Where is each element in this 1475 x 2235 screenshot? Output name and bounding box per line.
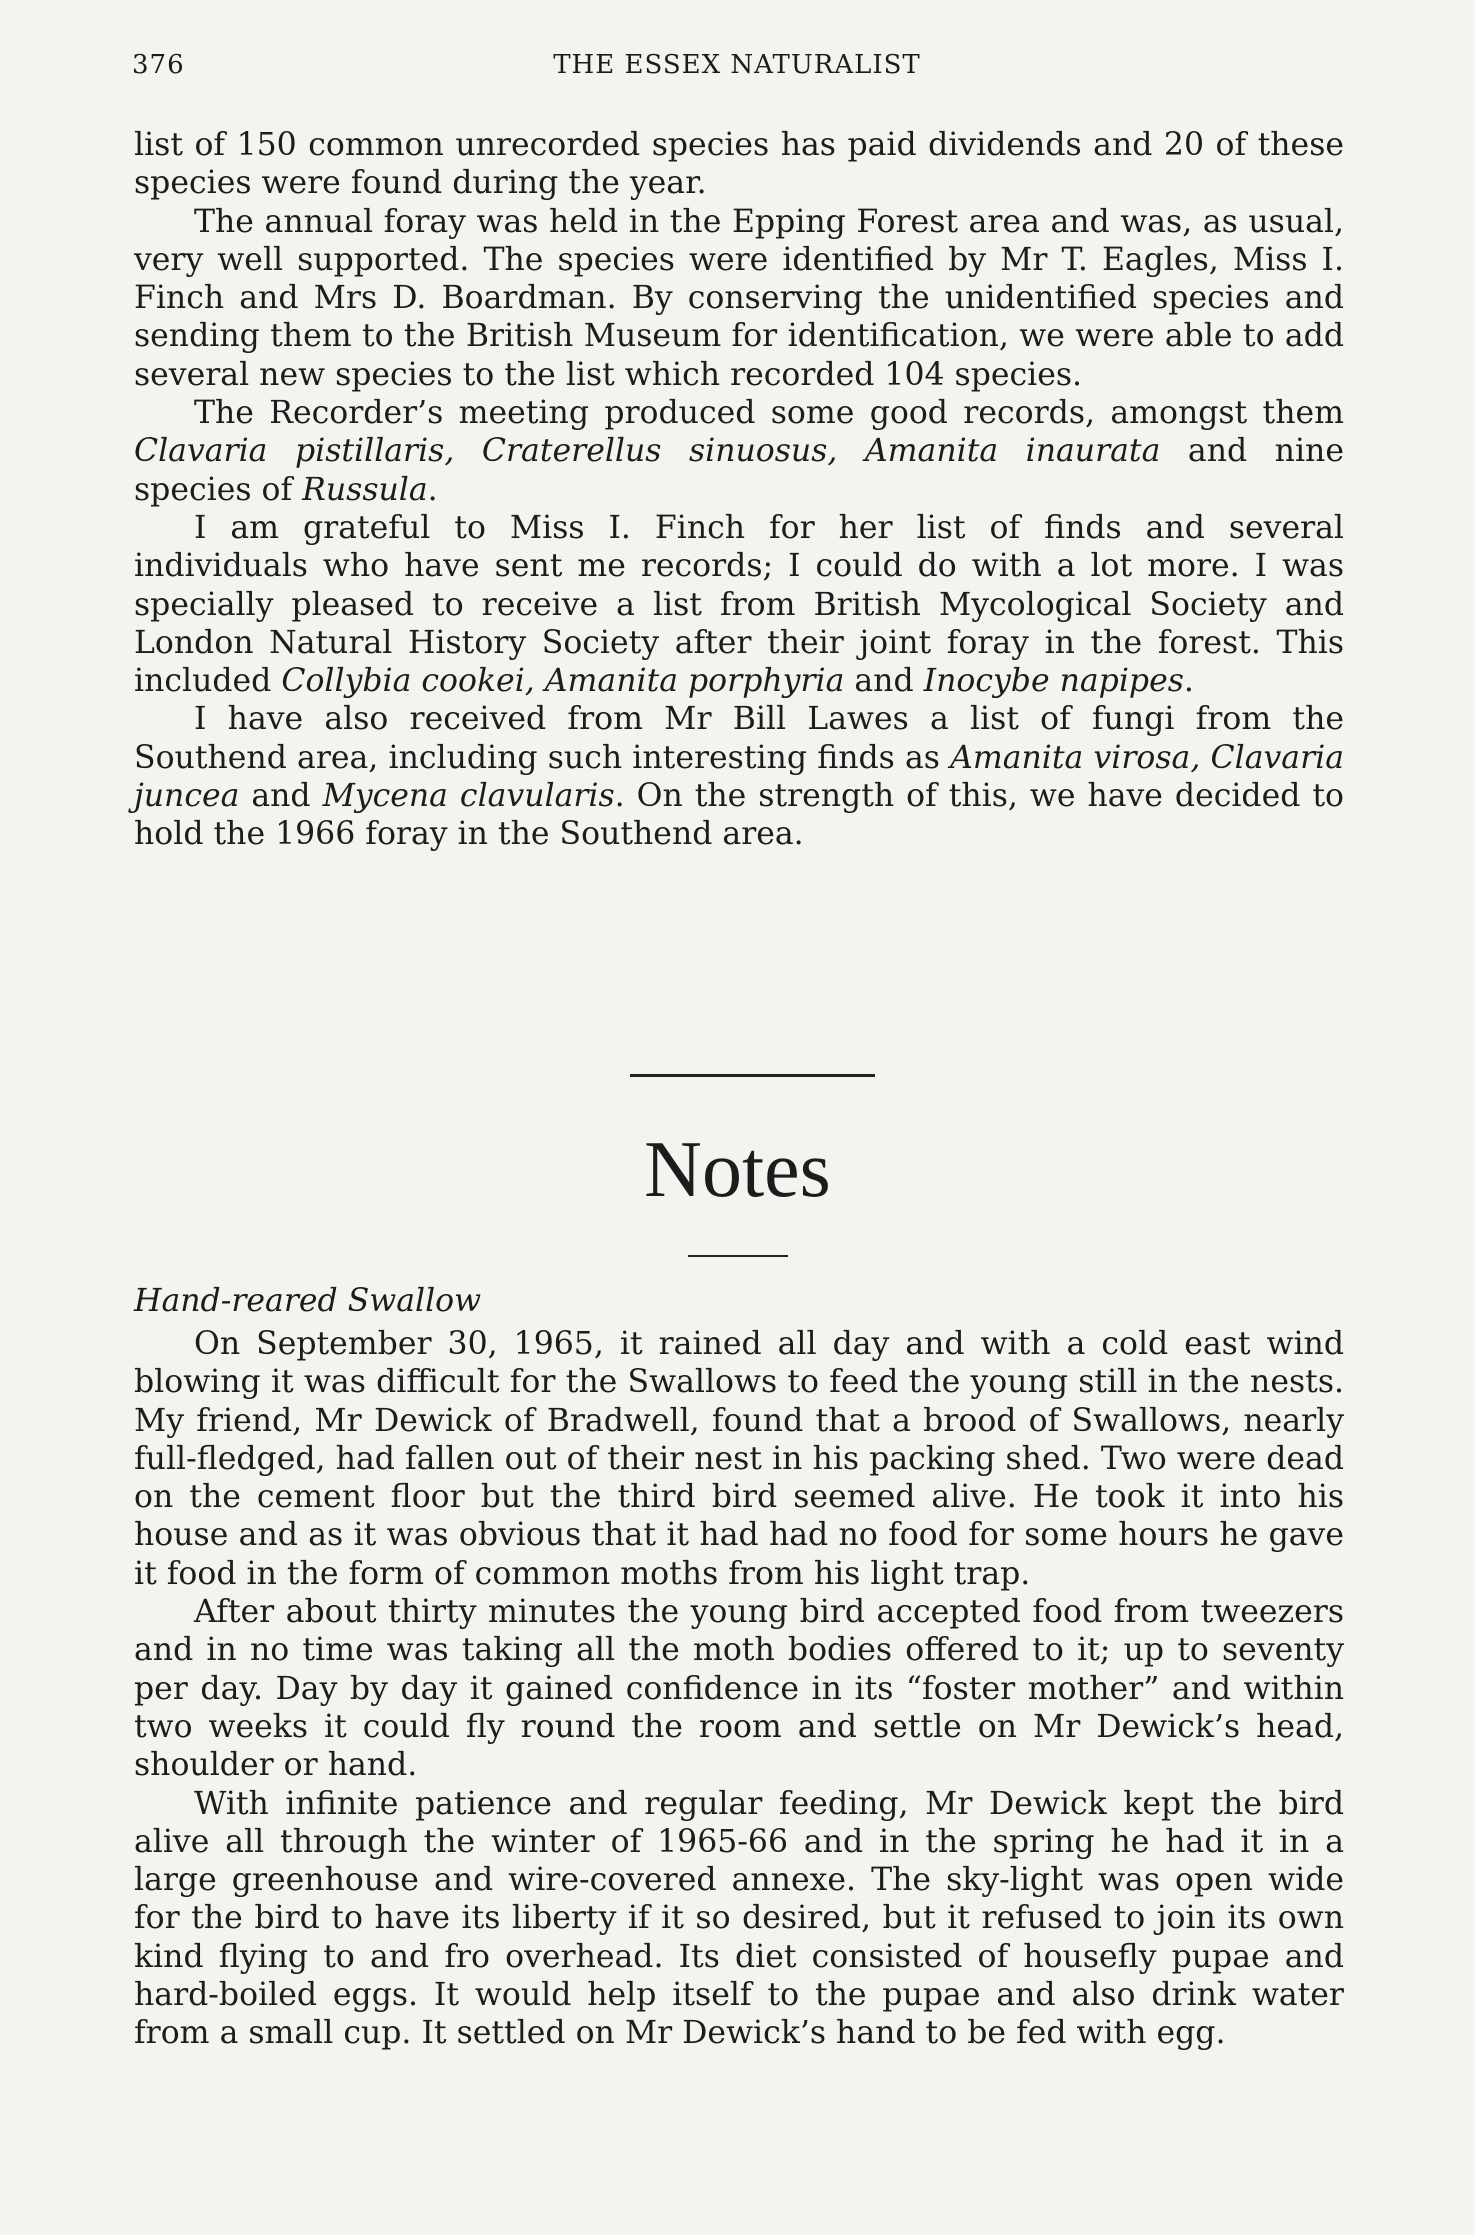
section-divider-rule	[630, 1074, 875, 1077]
running-header	[132, 50, 1342, 90]
fungi-report-continuation	[134, 126, 1344, 854]
swallow-paragraph-1: On September 30, 1965, it rained all day and with a cold east wind blowing it was difficult for the Swallows to feed the young still in the nests. My friend, Mr Dewick of Bradwell, found that a brood of Swallows, nearly full-fledged, had fallen out of their nest in his packing shed. Two were dead on the cement floor but the third bird seemed alive. He took it into his house and as it was obvious that it had had no food for some hours he gave it food in the form of common moths from his light trap.	[134, 1326, 1344, 1592]
paragraph-4-text-c: and	[844, 663, 924, 700]
paragraph-2: The annual foray was held in the Epping Forest area and was, as usual, very well supported. The species were identified by Mr T. Eagles, Miss I. Finch and Mrs D. Boardman. By conserving the unidentified species and sending them to the British Museum for identification, we were able to add several new species to the list which recorded 104 species.	[134, 203, 1344, 393]
paragraph-5	[134, 700, 1344, 853]
paragraph-4-text-a: I am grateful to Miss I. Finch for her list of finds and several individuals who have sent me records; I could do with a lot more. I was specially pleased to receive a list from British Mycological Society and London Natural History Society after their joint foray in the forest. This included	[134, 509, 1344, 700]
paragraph-4	[134, 509, 1344, 700]
paragraph-3-text-c: and nine species of	[134, 433, 1344, 508]
paragraph-4-species-b: Collybia cookei, Amanita porphyria	[281, 663, 845, 700]
paragraph-5-species-b: Amanita virosa, Clavaria juncea	[134, 739, 1344, 815]
paragraph-1: list of 150 common unrecorded species has paid dividends and 20 of these species were found during the year.	[134, 127, 1344, 202]
article-heading: Hand-reared Swallow	[134, 1283, 482, 1319]
journal-title: THE ESSEX NATURALIST	[553, 50, 921, 80]
paragraph-5-species-d: Mycena clavularis	[322, 778, 615, 815]
swallow-paragraph-2: After about thirty minutes the young bird accepted food from tweezers and in no time was taking all the moth bodies offered to it; up to seventy per day. Day by day it gained confidence in its “foster mother” and within two weeks it could fly round the room and settle on Mr Dewick’s head, shoulder or hand.	[134, 1594, 1344, 1784]
paragraph-4-text-e: .	[1183, 663, 1194, 700]
paragraph-3-text-e: .	[427, 471, 438, 508]
swallow-article-body	[134, 1325, 1344, 2053]
paragraph-5-text-a: I have also received from Mr Bill Lawes a list of fungi from the Southend area, including such interesting finds as	[134, 701, 1344, 776]
heading-underline-rule	[688, 1255, 788, 1257]
page-number: 376	[132, 50, 185, 80]
paragraph-5-text-c: and	[239, 778, 323, 815]
paragraph-3	[134, 394, 1344, 509]
paragraph-3-text-a: The Recorder’s meeting produced some good records, amongst them	[194, 395, 1344, 432]
swallow-paragraph-3: With infinite patience and regular feeding, Mr Dewick kept the bird alive all through the winter of 1965-66 and in the spring he had it in a large greenhouse and wire-covered annexe. The sky-light was open wide for the bird to have its liberty if it so desired, but it refused to join its own kind flying to and fro overhead. Its diet consisted of housefly pupae and hard-boiled eggs. It would help itself to the pupae and also drink water from a small cup. It settled on Mr Dewick’s hand to be fed with egg.	[134, 1785, 1344, 2052]
paragraph-3-species-a: Clavaria pistillaris, Craterellus sinuosus, Amanita inaurata	[134, 433, 1161, 470]
notes-heading: Notes	[644, 1126, 831, 1214]
paragraph-5-text-e: . On the strength of this, we have decided to hold the 1966 foray in the Southend area.	[134, 778, 1344, 853]
paragraph-3-species-d: Russula	[302, 471, 428, 508]
paragraph-4-species-d: Inocybe napipes	[923, 663, 1184, 700]
